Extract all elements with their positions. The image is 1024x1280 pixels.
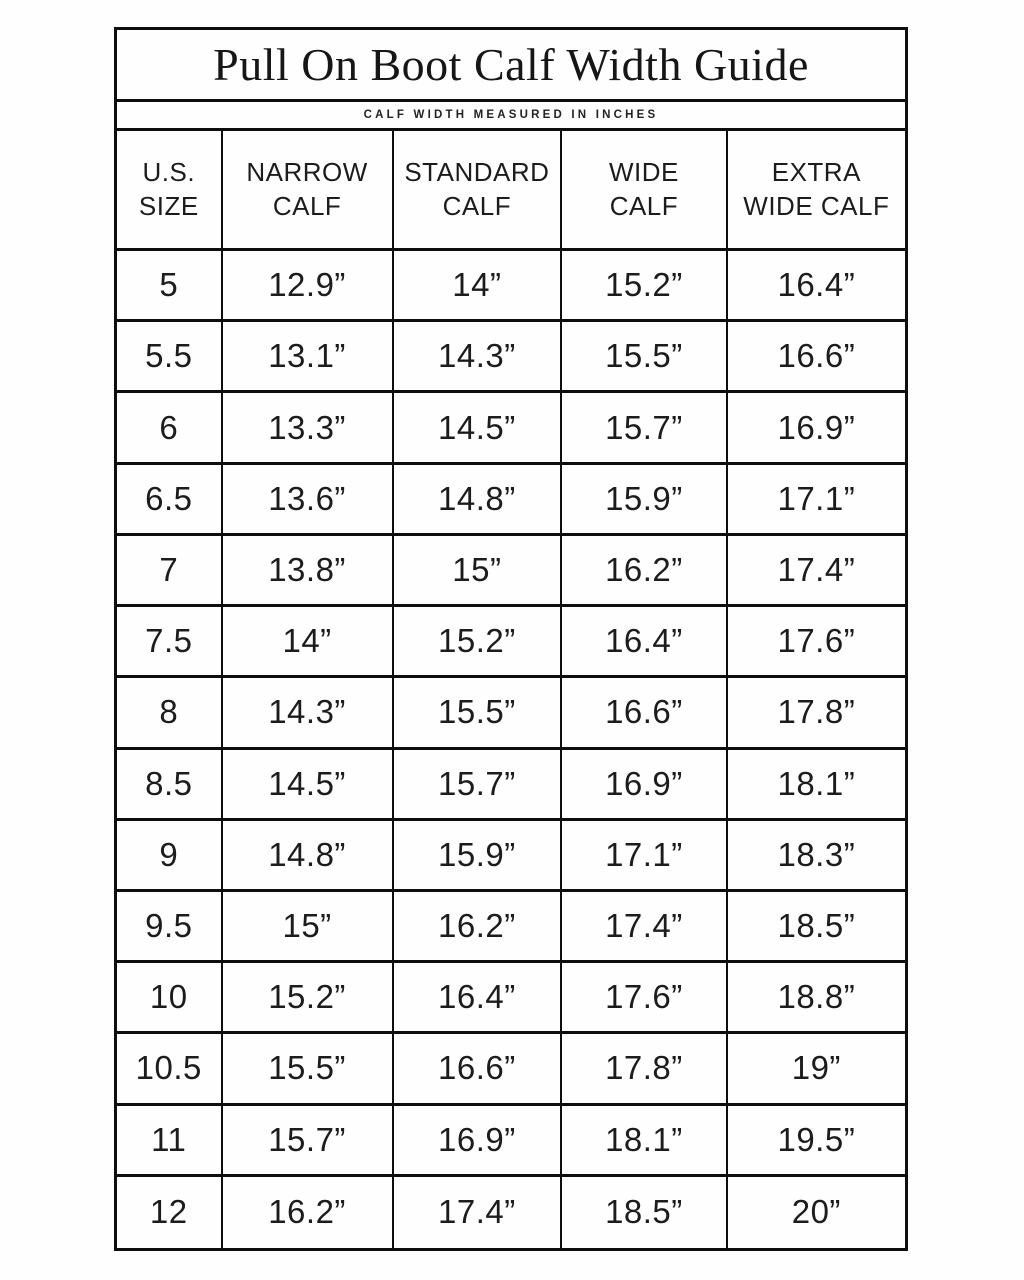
width-value-cell: 20” <box>791 1193 841 1231</box>
width-value-cell: 16.4” <box>562 607 727 678</box>
width-value-cell: 15” <box>394 536 563 607</box>
width-value-cell: 14.5” <box>394 393 563 464</box>
width-value-cell: 17.6” <box>728 607 905 678</box>
width-value-cell: 17.1” <box>728 465 905 536</box>
width-value-cell: 19.5” <box>728 1106 905 1177</box>
width-value-cell: 17.8” <box>728 678 905 749</box>
width-value-cell: 18.5” <box>562 1177 727 1248</box>
width-value-cell: 15.5” <box>562 322 727 393</box>
width-value-cell: 17.1” <box>562 821 727 892</box>
width-value-cell: 18.8” <box>728 963 905 1034</box>
width-value-cell: 13.6” <box>223 465 394 536</box>
size-cell: 6 <box>117 393 223 464</box>
column-header: WIDE CALF <box>562 131 727 251</box>
width-value-cell: 16.9” <box>728 393 905 464</box>
size-cell: 9 <box>117 821 223 892</box>
width-value-cell: 15.2” <box>562 251 727 322</box>
column-header: U.S. SIZE <box>117 131 223 251</box>
width-value-cell: 16.4” <box>728 251 905 322</box>
width-value-cell: 14.3” <box>394 322 563 393</box>
width-value-cell: 15.7” <box>223 1106 394 1177</box>
size-cell: 8 <box>117 678 223 749</box>
width-value-cell: 13.3” <box>223 393 394 464</box>
size-cell: 10.5 <box>117 1034 223 1105</box>
size-cell: 6.5 <box>117 465 223 536</box>
width-value-cell: 15.5” <box>223 1034 394 1105</box>
width-value-cell: 15.2” <box>394 607 563 678</box>
size-cell: 12 <box>117 1177 223 1248</box>
width-value-cell: 18.5” <box>728 892 905 963</box>
width-value-cell: 13.8” <box>223 536 394 607</box>
width-value-cell: 15” <box>223 892 394 963</box>
width-value-cell: 18.1” <box>728 750 905 821</box>
width-value-cell: 15.7” <box>562 393 727 464</box>
width-value-cell: 15.2” <box>223 963 394 1034</box>
width-value-cell: 16.6” <box>728 322 905 393</box>
width-value-cell: 16.4” <box>394 963 563 1034</box>
page-title: Pull On Boot Calf Width Guide <box>213 39 809 90</box>
title-row <box>117 30 905 102</box>
width-value-cell: 16.2” <box>562 536 727 607</box>
width-value-cell: 19” <box>728 1034 905 1105</box>
column-header: STANDARD CALF <box>394 131 563 251</box>
width-value-cell: 15.7” <box>394 750 563 821</box>
width-value-cell: 18.3” <box>728 821 905 892</box>
width-value-cell: 17.6” <box>562 963 727 1034</box>
width-value-cell: 14.8” <box>223 821 394 892</box>
width-value-cell: 16.9” <box>562 750 727 821</box>
size-cell: 9.5 <box>117 892 223 963</box>
width-value-cell: 14” <box>394 251 563 322</box>
width-value-cell: 15.9” <box>394 821 563 892</box>
width-value-cell: 17.4” <box>562 892 727 963</box>
width-value-cell: 17.8” <box>562 1034 727 1105</box>
width-value-cell: 12.9” <box>223 251 394 322</box>
column-header: NARROW CALF <box>223 131 394 251</box>
width-value-cell: 15.9” <box>562 465 727 536</box>
width-value-cell: 18.1” <box>562 1106 727 1177</box>
width-value-cell: 13.1” <box>223 322 394 393</box>
width-value-cell: 16.6” <box>562 678 727 749</box>
size-cell: 10 <box>117 963 223 1034</box>
size-cell: 5.5 <box>117 322 223 393</box>
width-value-cell: 16.2” <box>223 1177 394 1248</box>
width-value-cell: 14.8” <box>394 465 563 536</box>
size-cell: 8.5 <box>117 750 223 821</box>
width-value-cell: 14” <box>223 607 394 678</box>
column-header: EXTRA WIDE CALF <box>728 131 905 251</box>
width-value-cell: 17.4” <box>728 536 905 607</box>
page-subtitle: CALF WIDTH MEASURED IN INCHES <box>363 109 659 121</box>
size-cell: 11 <box>117 1106 223 1177</box>
width-value-cell: 16.9” <box>394 1106 563 1177</box>
width-value-cell: 16.6” <box>394 1034 563 1105</box>
calf-width-guide-table <box>114 27 908 1251</box>
width-value-cell: 15.5” <box>394 678 563 749</box>
width-value-cell: 16.2” <box>394 892 563 963</box>
width-value-cell: 14.3” <box>223 678 394 749</box>
subtitle-row <box>117 102 905 131</box>
width-value-cell: 14.5” <box>223 750 394 821</box>
size-cell: 7 <box>117 536 223 607</box>
width-value-cell: 17.4” <box>394 1177 563 1248</box>
size-cell: 7.5 <box>117 607 223 678</box>
size-cell: 5 <box>117 251 223 322</box>
size-table-grid <box>117 131 905 1248</box>
